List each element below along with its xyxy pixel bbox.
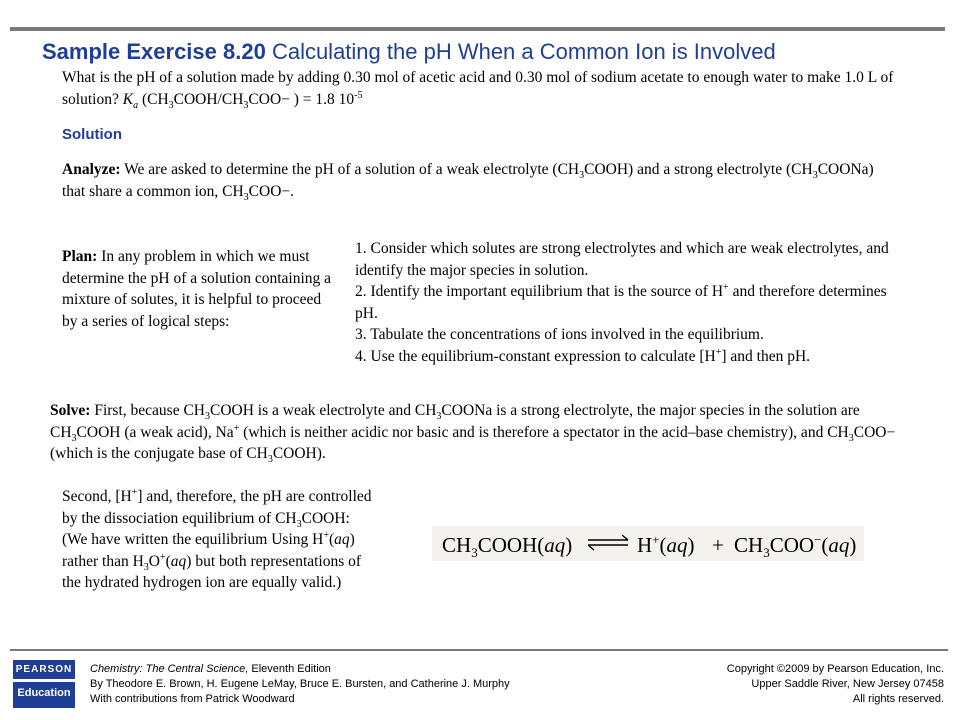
superscript: + — [131, 486, 138, 498]
slide-title — [42, 39, 776, 65]
subscript: 3 — [243, 99, 249, 111]
footer-divider — [10, 649, 948, 651]
plan-paragraph — [62, 246, 334, 332]
footer-contributions: With contributions from Patrick Woodward — [90, 693, 295, 705]
solve-text: First, because CH — [90, 402, 205, 419]
step-2 — [355, 281, 895, 324]
note-text: (We have written the equilibrium Using H — [62, 531, 324, 549]
equilibrium-arrow-icon — [588, 535, 628, 550]
solve-paragraph — [50, 400, 930, 465]
book-title: Chemistry: The Central Science, — [90, 663, 249, 675]
logo-text-top: PEARSON — [15, 664, 73, 675]
subscript: 3 — [296, 518, 302, 530]
note-text-block — [62, 529, 380, 594]
note-text: O — [148, 552, 160, 570]
superscript: + — [715, 346, 722, 358]
publisher-address: Upper Saddle River, New Jersey 07458 — [751, 678, 944, 690]
note-text: ( — [165, 552, 171, 570]
step-4-text: 4. Use the equilibrium-constant expression to calculate [H — [355, 347, 716, 365]
second-text-block — [62, 486, 380, 529]
solve-text: COONa is a strong electrolyte, the major species in the solution are CH — [50, 402, 860, 441]
footer-authors: By Theodore E. Brown, H. Eugene LeMay, Bruce E. Bursten, and Catherine J. Murphy — [90, 678, 510, 690]
step-4-text: ] and then pH. — [721, 347, 811, 365]
equation-acetate: $CH_3COO^-(aq)$ — [734, 532, 857, 560]
superscript: + — [323, 530, 329, 542]
solution-heading: Solution — [62, 126, 122, 143]
title-exercise-number: Sample Exercise 8.20 — [42, 39, 266, 64]
question-body: What is the pH of a solution made by adding 0.30 mol of acetic acid and 0.30 mol of sodium acetate to enough water to make 1.0 L of solution? — [62, 69, 894, 108]
subscript: 3 — [267, 454, 273, 466]
plan-text: In any problem in which we must determine the pH of a solution containing a mixture of solutes, it is helpful to proceed by a series of logical steps: — [62, 248, 332, 330]
title-text: Calculating the pH When a Common Ion is Involved — [265, 39, 776, 64]
subscript: 3 — [168, 99, 174, 111]
copyright-line: Copyright ©2009 by Pearson Education, Inc. — [726, 663, 944, 675]
solve-text: COOH). — [272, 445, 326, 463]
analyze-text: COONa) that share a common ion, CH — [62, 161, 874, 200]
solve-text: (which is neither acidic nor basic and is therefore a spectator in the acid–base chemistry), and CH — [239, 423, 849, 441]
ka-exponent: -5 — [354, 89, 363, 101]
question-text — [62, 67, 912, 110]
subscript: 3 — [579, 170, 585, 182]
solve-text: COOH is a weak electrolyte and CH — [209, 402, 437, 419]
equation-svg — [432, 526, 864, 561]
logo-text-bottom: Education — [17, 687, 71, 699]
ka-close: COO− ) = 1.8 10 — [248, 90, 355, 108]
analyze-text: COOH) and a strong electrolyte (CH — [584, 161, 813, 178]
step-1: 1. Consider which solutes are strong electrolytes and which are weak electrolytes, and identify the major species in solution. — [355, 240, 889, 279]
subscript: 3 — [812, 170, 818, 182]
step-4 — [355, 346, 895, 368]
top-divider — [10, 27, 945, 31]
equilibrium-equation — [432, 526, 864, 561]
ka-subscript: a — [133, 99, 139, 111]
step-2-text: 2. Identify the important equilibrium that is the source of H — [355, 283, 724, 301]
ka-mid: COOH/CH — [173, 90, 244, 108]
footer-book-title — [90, 662, 510, 677]
subscript: 3 — [848, 432, 854, 444]
subscript: 3 — [143, 561, 149, 573]
equation-plus: + — [712, 533, 724, 557]
superscript: + — [159, 551, 166, 563]
aq-label: aq — [334, 531, 350, 549]
step-3: 3. Tabulate the concentrations of ions involved in the equilibrium. — [355, 326, 764, 344]
step-2-text: and therefore determines pH. — [355, 283, 887, 322]
ka-open: (CH — [138, 90, 169, 108]
pearson-logo — [13, 660, 75, 708]
second-step-paragraph — [62, 486, 380, 594]
steps-list — [355, 238, 895, 368]
note-text: ( — [328, 531, 335, 549]
plan-label: Plan: — [62, 248, 98, 265]
footer-copyright — [727, 662, 944, 707]
solve-text: COOH (a weak acid), Na — [76, 423, 234, 441]
solve-text: COO− (which is the conjugate base of CH — [50, 423, 896, 463]
superscript: + — [723, 282, 729, 294]
analyze-label: Analyze: — [62, 161, 121, 178]
subscript: 3 — [243, 191, 249, 203]
analyze-text: We are asked to determine the pH of a solution of a weak electrolyte (CH — [120, 161, 580, 178]
subscript: 3 — [71, 432, 77, 444]
book-edition: Eleventh Edition — [248, 663, 331, 675]
subscript: 3 — [436, 411, 442, 423]
subscript: 3 — [204, 411, 210, 423]
note-text: ) but both representations of the hydrated hydrogen ion are equally valid.) — [62, 552, 362, 592]
analyze-text: COO−. — [248, 182, 294, 200]
footer-book-info — [90, 662, 510, 707]
analyze-paragraph — [62, 159, 892, 202]
second-text: ] and, therefore, the pH are controlled by the dissociation equilibrium of CH — [62, 488, 372, 527]
ka-symbol: K — [122, 90, 134, 108]
logo-divider — [13, 679, 75, 682]
equation-reactant: $CH_3COOH(aq)$ — [442, 533, 573, 560]
rights-line: All rights reserved. — [852, 693, 944, 705]
second-text: Second, [H — [62, 488, 132, 505]
second-text: COOH: — [301, 509, 350, 527]
note-text: ) rather than H — [62, 531, 355, 570]
superscript: + — [233, 422, 240, 434]
solve-label: Solve: — [50, 402, 91, 419]
aq-label: aq — [170, 552, 187, 570]
equation-hydrogen-ion: H+(aq) — [637, 532, 695, 557]
